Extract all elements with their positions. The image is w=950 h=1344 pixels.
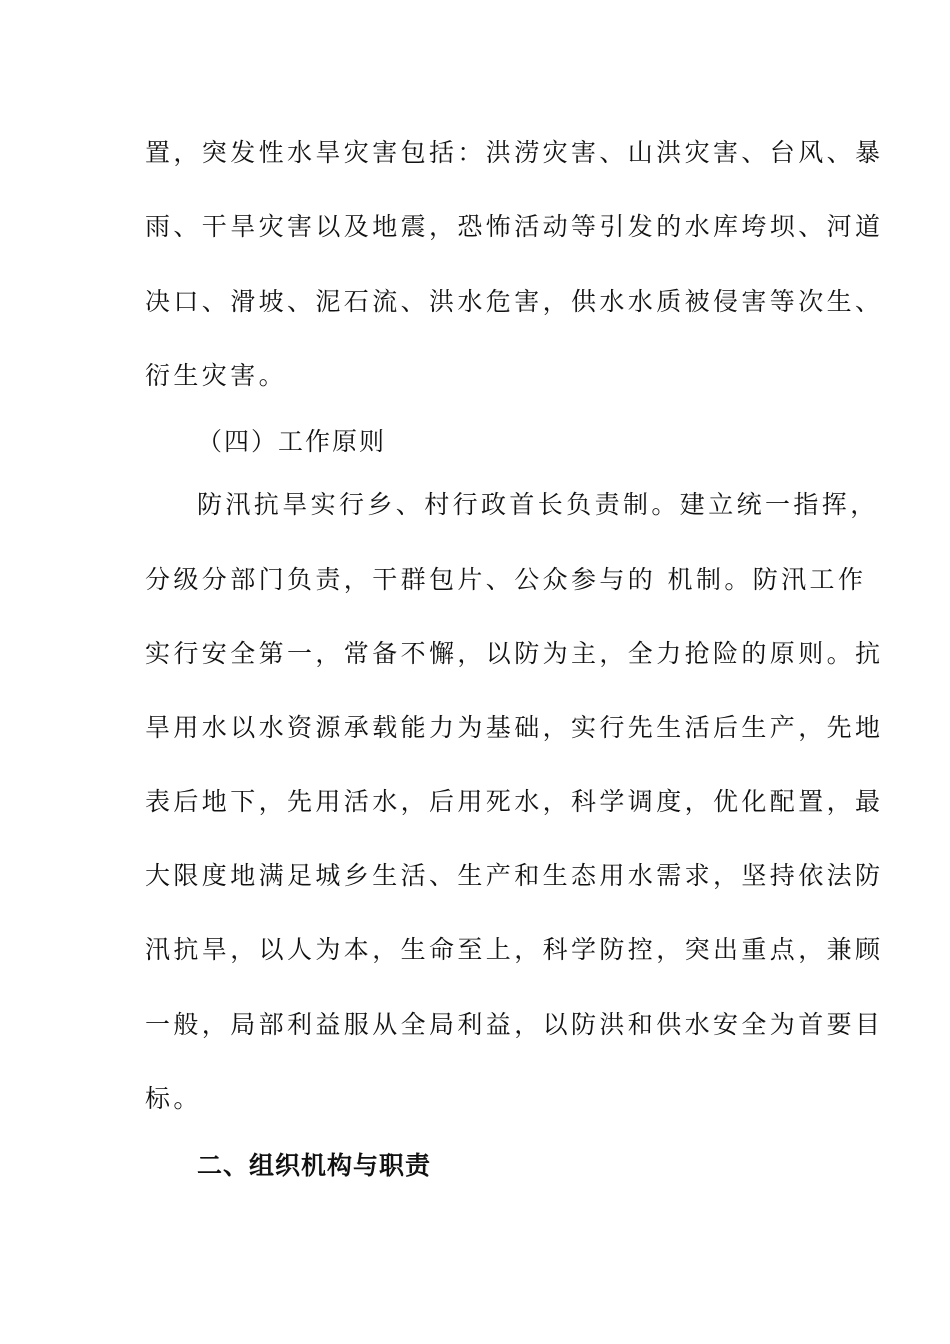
section-heading-principles: （四）工作原则: [197, 427, 387, 456]
paragraph-line: 防汛抗旱实行乡、村行政首长负责制。建立统一指挥，: [197, 490, 879, 519]
paragraph-line: 表后地下，先用活水，后用死水，科学调度，优化配置，最: [145, 787, 884, 816]
paragraph-line: 雨、干旱灾害以及地震，恐怖活动等引发的水库垮坝、河道: [145, 212, 884, 241]
paragraph-line: 分级分部门负责，干群包片、公众参与的 机制。防汛工作: [145, 565, 867, 594]
paragraph-line: 置，突发性水旱灾害包括：洪涝灾害、山洪灾害、台风、暴: [145, 138, 884, 167]
paragraph-line: 衍生灾害。: [145, 361, 288, 390]
section-heading-organization: 二、组织机构与职责: [197, 1151, 432, 1180]
paragraph-line: 旱用水以水资源承载能力为基础，实行先生活后生产，先地: [145, 713, 884, 742]
paragraph-line: 大限度地满足城乡生活、生产和生态用水需求，坚持依法防: [145, 861, 884, 890]
paragraph-line: 标。: [145, 1084, 202, 1113]
paragraph-line: 汛抗旱，以人为本，生命至上，科学防控，突出重点，兼顾: [145, 935, 884, 964]
paragraph-line: 一般，局部利益服从全局利益，以防洪和供水安全为首要目: [145, 1010, 884, 1039]
paragraph-line: 实行安全第一，常备不懈，以防为主，全力抢险的原则。抗: [145, 639, 884, 668]
paragraph-line: 决口、滑坡、泥石流、洪水危害，供水水质被侵害等次生、: [145, 287, 884, 316]
